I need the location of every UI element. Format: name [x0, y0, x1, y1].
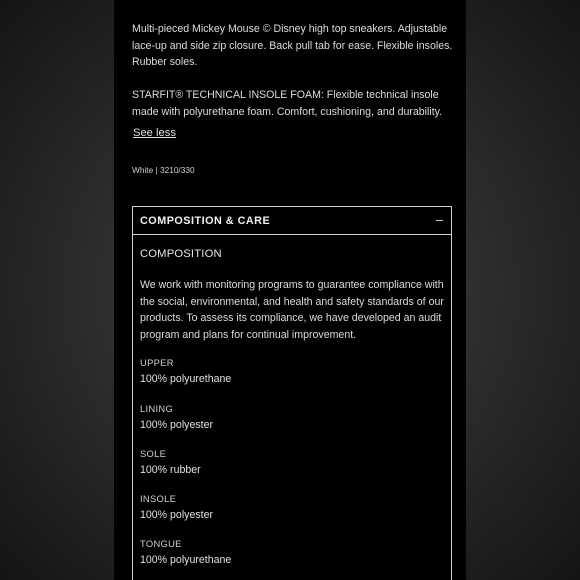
material-label: LINING [140, 403, 174, 414]
material-label: INSOLE [140, 493, 177, 504]
material-value: 100% polyester [140, 419, 214, 431]
material-upper [140, 357, 231, 386]
minus-icon[interactable] [436, 220, 443, 221]
material-tongue [140, 538, 231, 567]
insole-description: STARFIT® TECHNICAL INSOLE FOAM: Flexible technical insole made with polyurethane foam. Comfort, cushioning, and durability. [132, 89, 443, 118]
composition-text: We work with monitoring programs to guarantee compliance with the social, environmental, and health and safety standards of our products. To assess its compliance, we have developed an audit program and plans for continual improvement. [140, 279, 444, 341]
color-reference: White | 3210/330 [132, 165, 195, 175]
composition-heading: COMPOSITION [140, 248, 222, 260]
material-label: TONGUE [140, 538, 182, 549]
material-insole [140, 493, 213, 522]
material-value: 100% rubber [140, 464, 201, 476]
material-label: UPPER [140, 357, 174, 368]
product-details-panel [114, 0, 466, 580]
material-sole [140, 448, 201, 477]
material-value: 100% polyurethane [140, 554, 232, 566]
composition-care-section [132, 206, 452, 580]
material-label: SOLE [140, 448, 167, 459]
material-value: 100% polyurethane [140, 373, 232, 385]
composition-care-title: COMPOSITION & CARE [140, 215, 271, 227]
see-less-link[interactable]: See less [133, 127, 176, 139]
composition-care-header[interactable] [133, 207, 451, 235]
product-description: Multi-pieced Mickey Mouse © Disney high top sneakers. Adjustable lace-up and side zip closure. Back pull tab for ease. Flexible insoles. Rubber soles. [132, 23, 453, 68]
material-lining [140, 403, 213, 432]
material-value: 100% polyester [140, 509, 214, 521]
